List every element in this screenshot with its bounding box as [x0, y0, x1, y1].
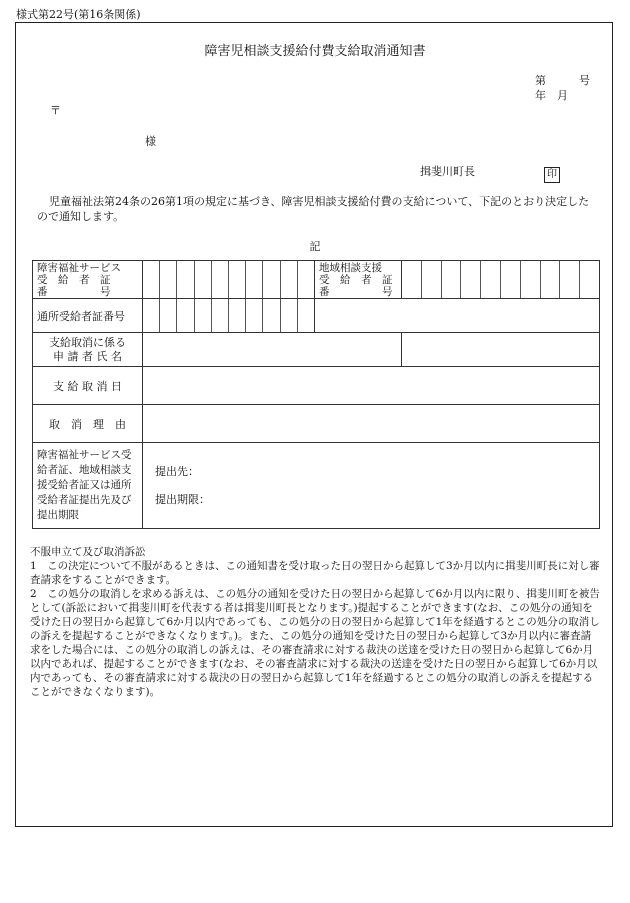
- label-line: 支給取消に係る: [49, 335, 126, 349]
- seal-icon: 印: [544, 167, 560, 183]
- table-row: [33, 261, 600, 299]
- postal-mark: 〒: [50, 104, 61, 117]
- cell-submission[interactable]: [143, 443, 600, 529]
- label-line: 地域相談支援: [319, 261, 382, 274]
- info-table: [32, 260, 600, 529]
- cell-community-cert-label: [315, 261, 402, 299]
- label-line: 申 請 者 氏 名: [53, 349, 122, 363]
- form-number-label: 様式第22号(第16条関係): [16, 8, 141, 21]
- table-row: [33, 367, 600, 405]
- cell-blank: [315, 299, 600, 333]
- label-line: 番 号: [37, 285, 111, 298]
- recipient-suffix: 様: [145, 135, 156, 148]
- cell-submission-label: 障害福祉サービス受給者証、地域相談支援受給者証又は通所受給者証提出先及び提出期限: [33, 443, 143, 529]
- cell-applicant-name[interactable]: [143, 333, 402, 367]
- table-row: [33, 443, 600, 529]
- cell-applicant-label: [33, 333, 143, 367]
- ki-label: 記: [309, 240, 321, 253]
- number-label: 第 号: [535, 74, 590, 87]
- seal-mark: [544, 162, 560, 183]
- submission-deadline: 提出期限：: [155, 492, 210, 506]
- cell-applicant-extra[interactable]: [402, 333, 600, 367]
- label-line: 番 号: [319, 285, 393, 298]
- table-row: [33, 405, 600, 443]
- label-line: 受 給 者 証: [319, 273, 393, 286]
- document-title: 障害児相談支援給付費支給取消通知書: [204, 44, 426, 59]
- cell-community-cert-digits[interactable]: [402, 261, 600, 299]
- label-line: 受 給 者 証: [37, 273, 111, 286]
- submission-destination: 提出先：: [155, 464, 199, 478]
- body-text: 児童福祉法第24条の26第1項の規定に基づき、障害児相談支援給付費の支給について、下記のとおり決定したので通知します。: [37, 195, 590, 223]
- notes-heading: 不服申立て及び取消訴訟: [30, 546, 146, 558]
- cell-reason-label: 取 消 理 由: [33, 405, 143, 443]
- cell-daycare-cert-label: 通所受給者証番号: [33, 299, 143, 333]
- date-label: 年 月: [535, 89, 579, 102]
- cell-service-cert-label: [33, 261, 143, 299]
- cell-reason[interactable]: [143, 405, 600, 443]
- sender-name: 揖斐川町長: [420, 165, 475, 178]
- table-row: [33, 333, 600, 367]
- notes-item-1: 1 この決定について不服があるときは、この通知書を受け取った日の翌日から起算して3か月以内に揖斐川町長に対し審査請求をすることができます。: [30, 560, 600, 586]
- appeal-notes: [30, 545, 600, 699]
- cell-service-cert-digits[interactable]: [143, 261, 315, 299]
- cell-daycare-cert-digits[interactable]: [143, 299, 315, 333]
- notes-item-2: 2 この処分の取消しを求める訴えは、この処分の通知を受けた日の翌日から起算して6か月以内に限り、揖斐川町を被告として(訴訟において揖斐川町を代表する者は揖斐川町長となります。)提起することができます(なお、この処分の通知を受けた日の翌日から起算して6か月以内であっても、この処分の日の翌日から起算して1年を経過するとこの処分の取消しの訴えを提起することができなくなります。)。また、この処分の通知を受けた日の翌日から起算して3か月以内に審査請求をした場合には、この処分の取消しの訴えは、その審査請求に対する裁決の送達を受けた日の翌日から起算して6か月以内であれば、提起することができます(なお、その審査請求に対する裁決の送達を受けた日の翌日から起算して6か月以内であっても、その審査請求に対する裁決の日の翌日から起算して1年を経過するとこの処分の取消しの訴えを提起することができなくなります)。: [30, 588, 600, 698]
- cell-cancel-date-label: 支 給 取 消 日: [33, 367, 143, 405]
- cell-cancel-date[interactable]: [143, 367, 600, 405]
- label-line: 障害福祉サービス: [37, 261, 121, 274]
- table-row: [33, 299, 600, 333]
